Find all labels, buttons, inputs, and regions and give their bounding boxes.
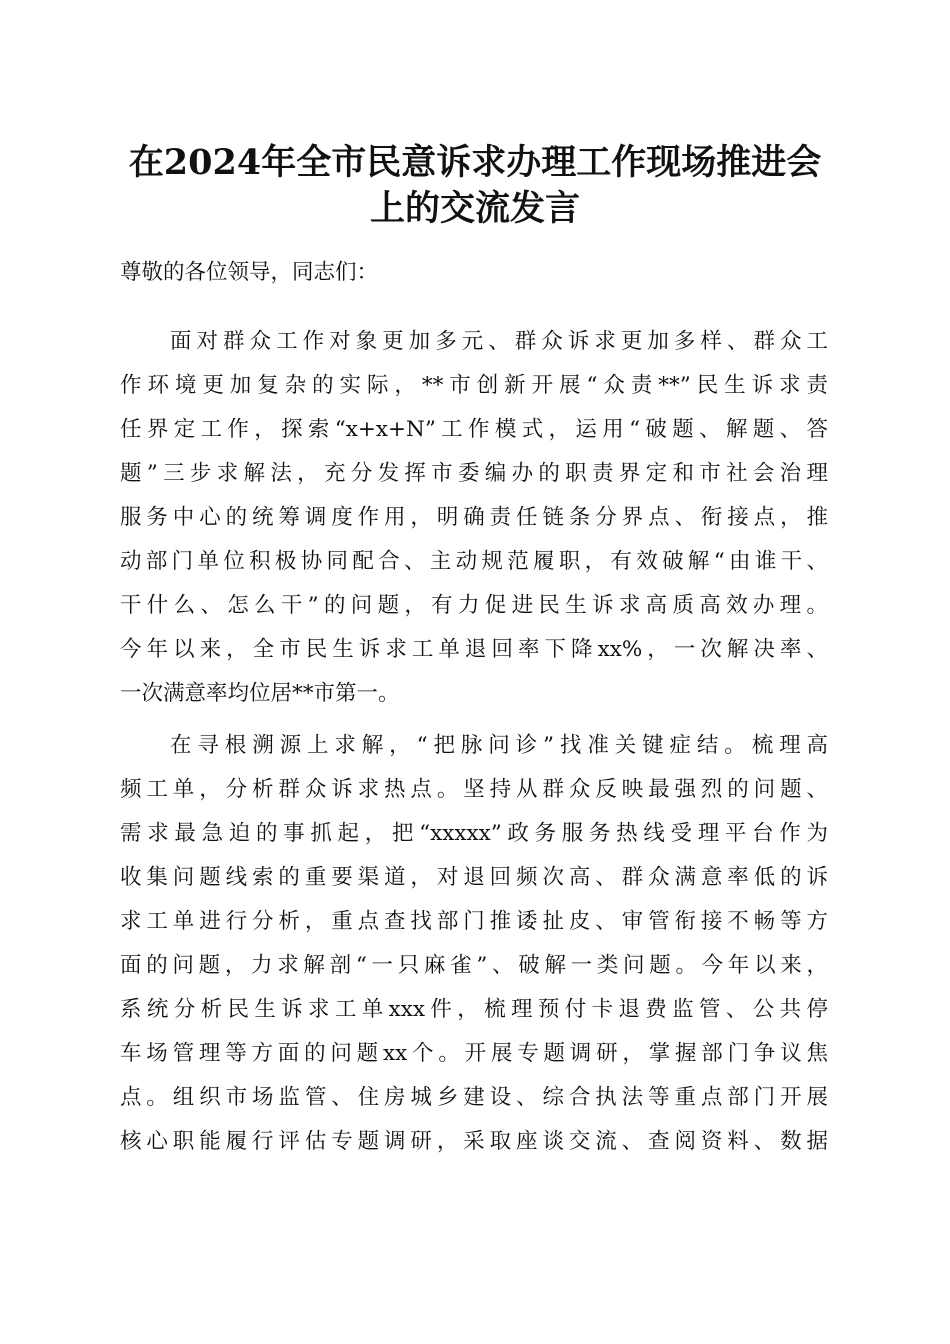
- paragraph-line: 频工单，分析群众诉求热点。坚持从群众反映最强烈的问题、: [120, 777, 828, 802]
- paragraph-line: 面对群众工作对象更加多元、群众诉求更加多样、群众工: [170, 329, 828, 354]
- paragraph-line: 收集问题线索的重要渠道，对退回频次高、群众满意率低的诉: [120, 865, 828, 890]
- paragraph-line: 任界定工作，探索“x+x+N”工作模式，运用“破题、解题、答: [120, 417, 828, 442]
- paragraph-line: 面的问题，力求解剖“一只麻雀”、破解一类问题。今年以来，: [120, 953, 828, 978]
- paragraph-line: 系统分析民生诉求工单xxx件，梳理预付卡退费监管、公共停: [120, 997, 828, 1022]
- paragraph-line: 作环境更加复杂的实际，**市创新开展“众责**”民生诉求责: [120, 373, 828, 398]
- paragraph-line: 服务中心的统筹调度作用，明确责任链条分界点、衔接点，推: [120, 505, 828, 530]
- paragraph-line: 题”三步求解法，充分发挥市委编办的职责界定和市社会治理: [120, 461, 828, 486]
- paragraph-line: 今年以来，全市民生诉求工单退回率下降xx%，一次解决率、: [120, 637, 828, 662]
- paragraph-line: 车场管理等方面的问题xx个。开展专题调研，掌握部门争议焦: [120, 1041, 828, 1066]
- paragraph-line: 核心职能履行评估专题调研，采取座谈交流、查阅资料、数据: [120, 1129, 828, 1154]
- document-title-line-2: 上的交流发言: [369, 188, 580, 229]
- paragraph-line: 动部门单位积极协同配合、主动规范履职，有效破解“由谁干、: [120, 549, 828, 574]
- paragraph-line: 点。组织市场监管、住房城乡建设、综合执法等重点部门开展: [120, 1085, 828, 1110]
- paragraph-line: 需求最急迫的事抓起，把“xxxxx”政务服务热线受理平台作为: [120, 821, 828, 846]
- salutation: 尊敬的各位领导，同志们：: [120, 260, 379, 285]
- paragraph-line: 一次满意率均位居**市第一。: [120, 681, 400, 706]
- paragraph-line: 求工单进行分析，重点查找部门推诿扯皮、审管衔接不畅等方: [120, 909, 828, 934]
- document-title-line-1: 在2024年全市民意诉求办理工作现场推进会: [128, 142, 822, 183]
- paragraph-line: 干什么、怎么干”的问题，有力促进民生诉求高质高效办理。: [120, 593, 828, 618]
- paragraph-line: 在寻根溯源上求解，“把脉问诊”找准关键症结。梳理高: [170, 733, 828, 758]
